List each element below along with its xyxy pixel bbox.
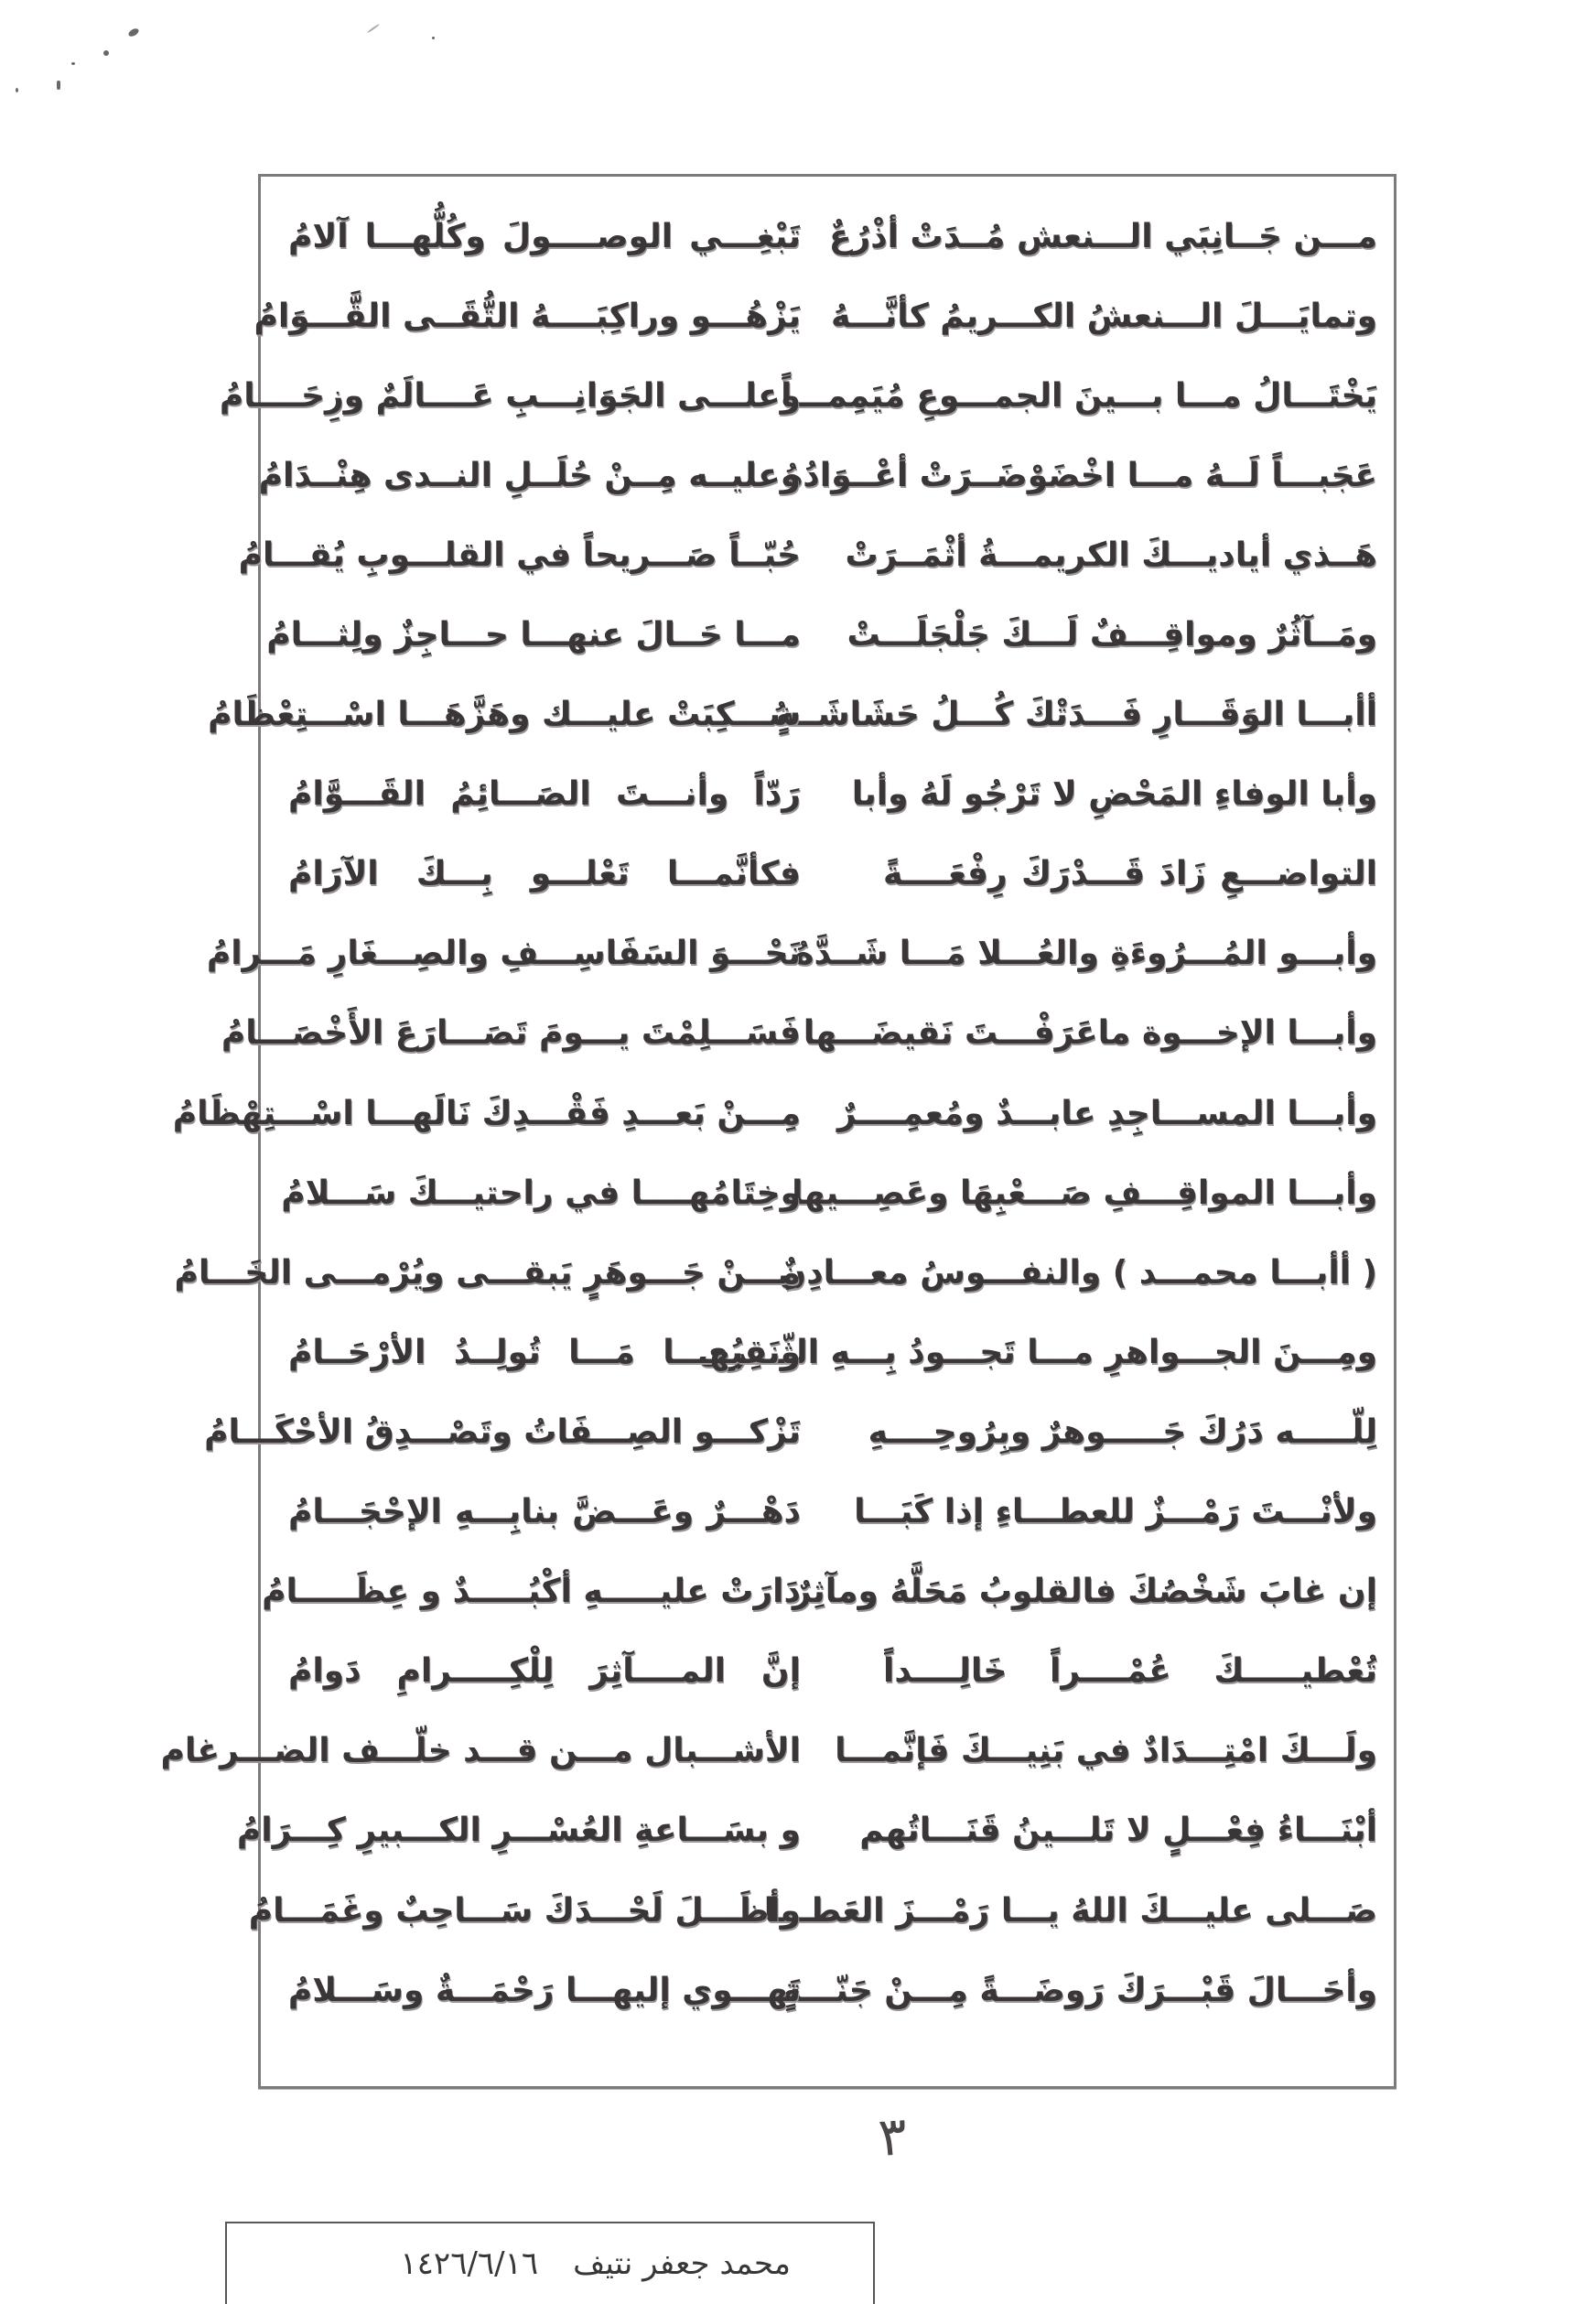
author-name: محمد جعفر نتيف: [573, 2245, 791, 2282]
couplet-row: [172, 1074, 1394, 1153]
second-hemistich: فكأنَّمـــا تَعْلـــو بِـــكَ الآرَامُ: [288, 855, 801, 893]
couplet-row: [238, 515, 1394, 595]
couplet-row: [261, 1313, 1394, 1392]
couplet-row: [253, 276, 1394, 356]
poem-body: [160, 197, 1394, 2030]
second-hemistich: تَبْغِـــي الوصــــولَ وكُلُّهـــا آلامُ: [288, 217, 801, 255]
second-hemistich: رَدّاً وأنـــتَ الصَـــائِمُ القَـــوَّامُ: [288, 775, 801, 814]
first-hemistich: أأبـــا الوَقَـــارِ فَـــدَتْكَ كُـــلُ حَشَاشَــةٍ: [774, 696, 1377, 734]
first-hemistich: ومَــآثُرٌ ومواقِـــفٌ لَـــكَ جَلْجَلَـــتْ: [847, 616, 1377, 654]
scan-speck: [432, 37, 435, 39]
first-hemistich: صَـــلى عليـــكَ اللهُ يـــا رَمْـــزَ العَطـــا: [763, 1891, 1377, 1930]
first-hemistich: وأبـــو المُـــرُوءَةِ والعُـــلا مَـــا شَــدَّهُ: [794, 935, 1377, 973]
second-hemistich: وخِتَامُهــــا في راحتيـــكَ سَـــلامُ: [281, 1174, 801, 1212]
second-hemistich: دَهْـــرٌ وعَـــضَّ بنابِـــهِ الإحْجَـــامُ: [288, 1493, 801, 1531]
scan-speck: [57, 81, 60, 90]
scan-speck: [127, 27, 140, 38]
second-hemistich: تَهـــوي إليهـــا رَحْمَـــةٌ وسَـــلامُ: [287, 1971, 801, 2009]
signature-date: ١٤٢٦/٦/١٦: [400, 2245, 539, 2282]
first-hemistich: ولأنْـــتَ رَمْـــزٌ للعطـــاءِ إذا كَبَـــا: [854, 1493, 1377, 1531]
first-hemistich: وأبـــا المســـاجِدِ عابـــدٌ ومُعمِــــرٌ: [836, 1094, 1377, 1132]
couplet-row: [174, 1233, 1394, 1313]
scan-speck: [16, 88, 18, 92]
second-hemistich: حُبّــاً صَـــريحاً في القلـــوبِ يُقـــامُ: [238, 535, 801, 574]
couplet-row: [261, 835, 1394, 914]
second-hemistich: فَسَـــلِمْتَ يـــومَ تَصَـــارَعَ الأَخْصَـــامُ: [221, 1014, 801, 1053]
second-hemistich: مِـــنْ بَعـــدِ فَقْـــدِكَ نَالَهـــا اسْـــتِهْظَامُ: [172, 1094, 801, 1132]
second-hemistich: وأظَـــلَ لَحْـــدَكَ سَـــاحِبٌ وغَمَـــامُ: [248, 1891, 801, 1930]
couplet-row: [248, 1871, 1394, 1951]
second-hemistich: ونَقِيُهـــا مَـــا تُولِــدُ الأرْحَــامُ: [288, 1333, 801, 1371]
second-hemistich: الأشـــبال مـــن قـــد خلّـــف الضـــرغام: [160, 1732, 801, 1770]
poem-frame: [160, 174, 1396, 2089]
first-hemistich: أبْنَـــاءُ فِعْـــلٍ لا تَلـــينُ قَنَـــاتُهم: [859, 1812, 1377, 1850]
first-hemistich: ولَـــكَ امْتِـــدَادٌ في بَنِيـــكَ فَإنَّمـــا: [835, 1732, 1377, 1770]
second-hemistich: دَارَتْ عليـــــهِ أكْبُـــــدٌ و عِظَـــــامُ: [262, 1573, 801, 1611]
couplet-row: [261, 755, 1394, 835]
couplet-row: [261, 595, 1394, 675]
couplet-row: [204, 1392, 1394, 1472]
first-hemistich: إن غابَ شَخْصُكَ فالقلوبُ مَحَلَّهُ ومآثِرٌ: [792, 1573, 1377, 1611]
first-hemistich: مـــن جَــانِبَي الـــنعش مُــدَتْ أذْرُعٌ: [828, 217, 1377, 255]
couplet-row: [261, 197, 1394, 276]
first-hemistich: وأحَـــالَ قَبْـــرَكَ رَوضَـــةً مِـــنْ جَنّـــةٍ: [782, 1971, 1377, 2009]
signature-line: [400, 2245, 791, 2282]
couplet-row: [160, 1712, 1394, 1791]
first-hemistich: التواضـــعِ زَادَ قَـــدْرَكَ رِفْعَــــةً: [883, 855, 1377, 893]
second-hemistich: نَحْـــوَ السَفَاسِـــفِ والصِـــغَارِ مَـــرامُ: [206, 935, 801, 973]
first-hemistich: ومِـــنَ الجـــواهرِ مـــا تَجـــودُ بِـــهِ الثّـــرى: [697, 1333, 1377, 1371]
first-hemistich: وتمايَـــلَ الـــنعشُ الكـــريمُ كأنَّـــهُ: [831, 297, 1377, 335]
second-hemistich: يَزْهُـــو وراكِبَــــهُ التُّقَــى القَّـــوَامُ: [253, 297, 801, 335]
second-hemistich: مِـــنْ جَـــوهَرٍ يَبقـــى ويُرْمـــى الخَـــامُ: [174, 1253, 801, 1292]
couplet-row: [208, 676, 1394, 755]
first-hemistich: تُعْطيـــــكَ عُمْــــراً خَالِــــداً: [883, 1652, 1377, 1691]
scan-speck: [71, 62, 75, 65]
second-hemistich: مـــا حَــالَ عنهـــا حـــاجِزٌ ولِثـــامُ: [266, 616, 801, 654]
second-hemistich: سُـــكِبَتْ عليـــك وهَزَّهَـــا اسْـــتِعْظَامُ: [208, 696, 801, 734]
first-hemistich: هَــذي أياديـــكَ الكريمـــةُ أثْمَــرَتْ: [845, 535, 1377, 574]
page-number: ٣: [876, 2104, 910, 2169]
couplet-row: [236, 1791, 1394, 1871]
scan-speck: [103, 50, 109, 56]
second-hemistich: و بسَـــاعةِ العُسْـــرِ الكـــبيرِ كِـــرَامُ: [236, 1812, 801, 1850]
couplet-row: [261, 1153, 1394, 1233]
first-hemistich: عَجَبـــاً لَــهُ مـــا اخْضَوْضَــرَتْ أعْــوَادُهُ: [783, 456, 1377, 494]
first-hemistich: وأبا الوفاءِ المَحْضِ لا تَرْجُو لَهُ وأبا: [851, 775, 1377, 814]
first-hemistich: وأبـــا المواقِـــفِ صَـــعْبِهَا وعَصِـــيها: [792, 1174, 1377, 1212]
scan-speck: [367, 24, 380, 34]
couplet-row: [219, 356, 1394, 436]
couplet-row: [261, 1552, 1394, 1632]
second-hemistich: وعليــه مِــنْ حُلَــلِ النــدى هِنْــدَامُ: [258, 456, 801, 494]
couplet-row: [258, 436, 1394, 515]
second-hemistich: إنَّ المــــآثِرَ لِلْكِـــــرامِ دَوامُ: [288, 1652, 801, 1691]
couplet-row: [221, 994, 1394, 1074]
second-hemistich: وعلـــى الجَوَانِـــبِ عَــــالَمٌ وزِحَــــامُ: [219, 376, 801, 415]
signature-box: [225, 2222, 875, 2304]
first-hemistich: لِلّـــــه دَرُكَ جَـــــوهرٌ وبِرُوحِــــهِ: [868, 1412, 1377, 1451]
couplet-row: [206, 914, 1394, 994]
first-hemistich: يَخْتَـــالُ مـــا بـــينَ الجمـــوعِ مُيَمِمـــاً: [781, 376, 1377, 415]
first-hemistich: ( أأبـــا محمـــد ) والنفـــوسُ معـــادِنٌ: [778, 1253, 1377, 1292]
couplet-row: [261, 1632, 1394, 1712]
couplet-row: [261, 1473, 1394, 1552]
first-hemistich: وأبـــا الإخـــوة ماعَرَفْـــتَ نَقيضَـــها: [803, 1014, 1377, 1053]
couplet-row: [261, 1951, 1394, 2030]
second-hemistich: تَزْكـــو الصِـــفَاتُ وتَصْـــدِقُ الأحْكَـــامُ: [204, 1412, 801, 1451]
